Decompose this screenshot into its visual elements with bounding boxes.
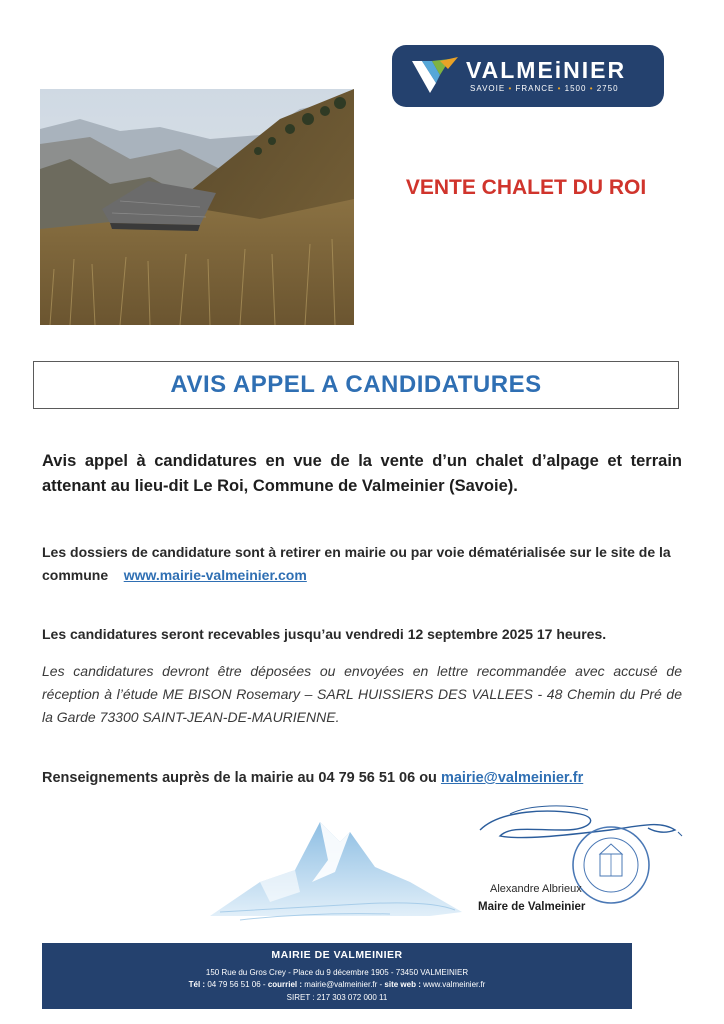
footer-website[interactable]: www.valmeinier.fr	[423, 980, 486, 989]
intro-paragraph: Avis appel à candidatures en vue de la vente d’un chalet d’alpage et terrain attenant au lieu-dit Le Roi, Commune de Valmeinier (Savoie).	[42, 452, 682, 495]
mairie-seal-icon	[570, 824, 652, 906]
contact-paragraph	[42, 770, 682, 786]
footer	[42, 943, 632, 1009]
contact-text: Renseignements auprès de la mairie au 04 79 56 51 06 ou	[42, 770, 437, 786]
footer-siret: SIRET : 217 303 072 000 11	[286, 993, 388, 1002]
logo-brand: VALMEiNIER	[466, 57, 627, 83]
avis-title-box	[33, 361, 679, 409]
mountain-chalet-photo	[40, 89, 354, 325]
mountain-drawing-icon	[200, 812, 470, 922]
commune-website-link[interactable]: www.mairie-valmeinier.com	[123, 567, 307, 583]
logo-tagline: SAVOIE • FRANCE • 1500 • 2750	[470, 84, 619, 93]
footer-contact: Tél : 04 79 56 51 06 - courriel : mairie@valmeinier.fr - site web : www.valmeinier.fr	[188, 980, 486, 989]
footer-address: 150 Rue du Gros Crey - Place du 9 décembre 1905 - 73450 VALMEINIER	[205, 968, 469, 977]
mayor-title: Maire de Valmeinier	[478, 901, 586, 913]
valmeinier-logo-icon	[410, 55, 460, 97]
valmeinier-logo	[392, 45, 664, 107]
mairie-email-link[interactable]: mairie@valmeinier.fr	[440, 770, 584, 786]
footer-phone: 04 79 56 51 06	[207, 980, 261, 989]
avis-title: AVIS APPEL A CANDIDATURES	[170, 371, 542, 398]
dossiers-paragraph	[42, 541, 682, 587]
footer-email[interactable]: mairie@valmeinier.fr	[304, 980, 378, 989]
footer-org: MAIRIE DE VALMEINIER	[271, 949, 403, 961]
dossiers-text: Les dossiers de candidature sont à retirer en mairie ou par voie dématérialisée sur le site de la commune	[42, 544, 671, 583]
deadline-paragraph: Les candidatures seront recevables jusqu’au vendredi 12 septembre 2025 17 heures.	[42, 626, 607, 642]
mayor-name: Alexandre Albrieux	[490, 883, 582, 895]
deposit-paragraph: Les candidatures devront être déposées ou envoyées en lettre recommandée avec accusé de réception à l’étude ME BISON Rosemary – SARL HUISSIERS DES VALLEES - 48 Chemin du Pré de la Garde 73300 SAINT-JEAN-DE-MAURIENNE.	[42, 663, 682, 725]
headline: VENTE CHALET DU ROI	[405, 176, 647, 199]
